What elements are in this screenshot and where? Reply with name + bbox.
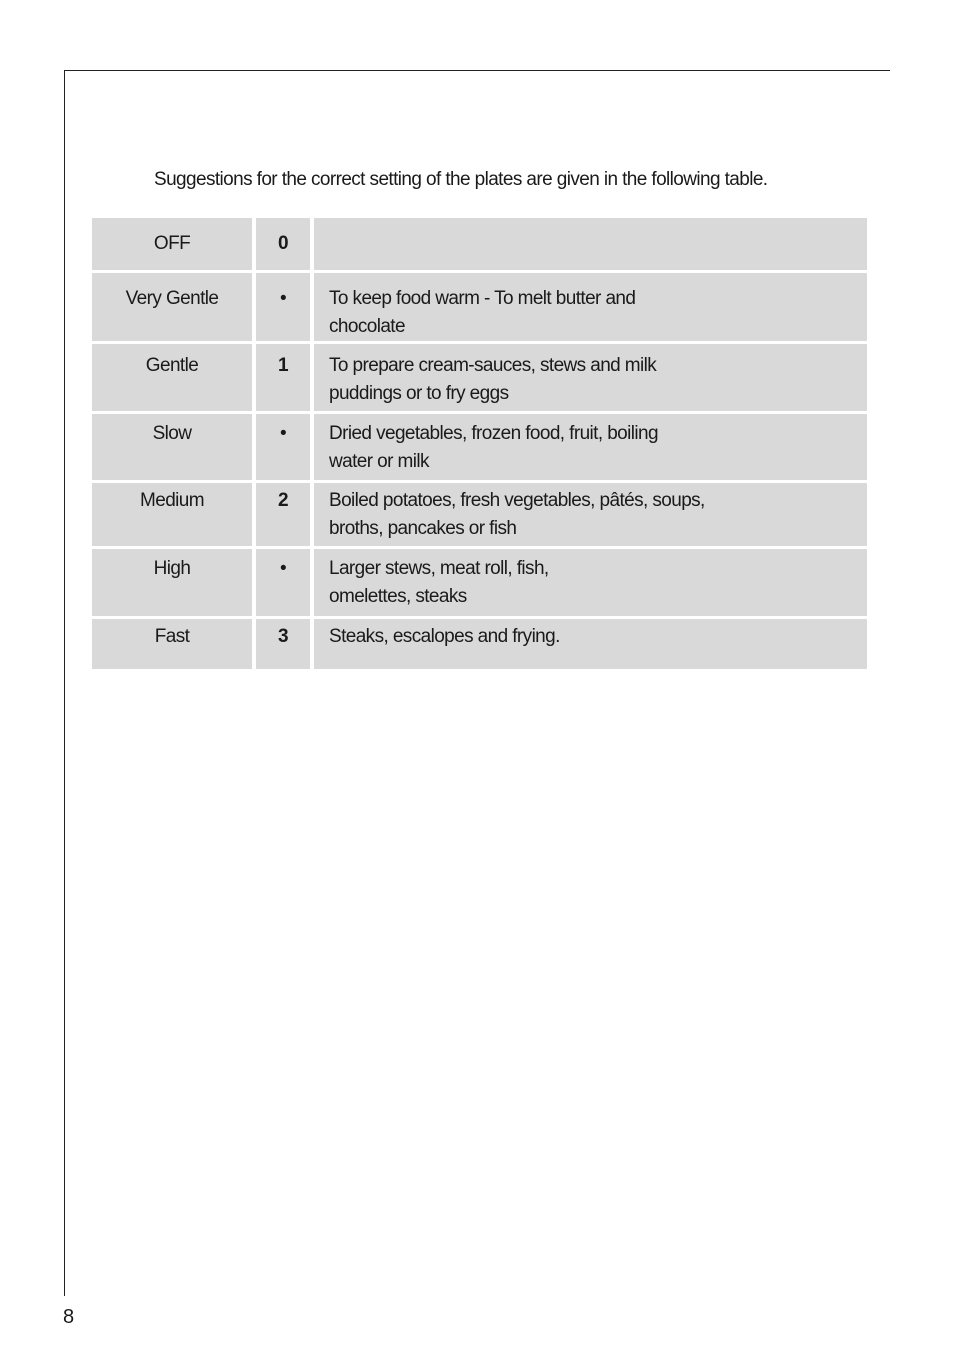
- position-cell: •: [254, 547, 312, 617]
- position-cell: •: [254, 271, 312, 342]
- description-cell: Dried vegetables, frozen food, fruit, boiling water or milk: [312, 412, 867, 481]
- position-cell: 0: [254, 218, 312, 271]
- position-cell: •: [254, 412, 312, 481]
- level-cell: Very Gentle: [92, 271, 254, 342]
- level-cell: Fast: [92, 617, 254, 669]
- table-row: [92, 617, 867, 669]
- level-cell: OFF: [92, 218, 254, 271]
- position-cell: 1: [254, 342, 312, 412]
- table-row: [92, 481, 867, 547]
- page-number: 8: [63, 1306, 74, 1328]
- left-rule: [64, 70, 65, 1296]
- description-cell: To keep food warm - To melt butter and chocolate: [312, 271, 867, 342]
- position-cell: 3: [254, 617, 312, 669]
- level-cell: Medium: [92, 481, 254, 547]
- level-cell: High: [92, 547, 254, 617]
- position-cell: 2: [254, 481, 312, 547]
- table-row: [92, 271, 867, 342]
- description-cell: [312, 218, 867, 271]
- table-row: [92, 218, 867, 271]
- heat-settings-table: [92, 218, 867, 669]
- description-cell: Larger stews, meat roll, fish, omelettes, steaks: [312, 547, 867, 617]
- top-rule: [64, 70, 890, 71]
- table-row: [92, 547, 867, 617]
- level-cell: Gentle: [92, 342, 254, 412]
- description-cell: Boiled potatoes, fresh vegetables, pâtés, soups, broths, pancakes or fish: [312, 481, 867, 547]
- description-cell: Steaks, escalopes and frying.: [312, 617, 867, 669]
- table-row: [92, 342, 867, 412]
- level-cell: Slow: [92, 412, 254, 481]
- intro-text: Suggestions for the correct setting of the plates are given in the following table.: [154, 169, 768, 190]
- description-cell: To prepare cream-sauces, stews and milk puddings or to fry eggs: [312, 342, 867, 412]
- table-row: [92, 412, 867, 481]
